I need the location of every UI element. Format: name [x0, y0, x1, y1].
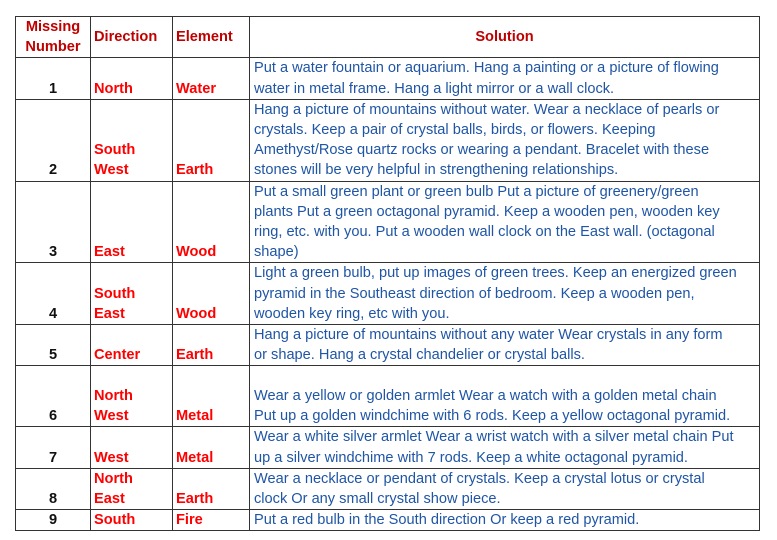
- element-cell: Wood: [173, 181, 250, 263]
- solution-cell: Hang a picture of mountains without any water Wear crystals in any form or shape. Hang a crystal chandelier or crystal balls.: [250, 325, 760, 366]
- table-row: [16, 58, 760, 99]
- element-cell: Metal: [173, 366, 250, 427]
- direction-cell: West: [91, 427, 173, 468]
- direction-cell: South: [91, 510, 173, 531]
- missing-number-cell: 6: [16, 366, 91, 427]
- table-row: [16, 510, 760, 531]
- header-element: Element: [173, 17, 250, 58]
- vastu-remedies-table: [15, 16, 760, 531]
- direction-cell: North West: [91, 366, 173, 427]
- element-cell: Metal: [173, 427, 250, 468]
- solution-cell: Wear a yellow or golden armlet Wear a watch with a golden metal chain Put up a golden windchime with 6 rods. Keep a yellow octagonal pyramid.: [250, 366, 760, 427]
- direction-cell: South West: [91, 99, 173, 181]
- direction-cell: South East: [91, 263, 173, 325]
- table-row: [16, 366, 760, 427]
- missing-number-cell: 8: [16, 468, 91, 509]
- element-cell: Earth: [173, 99, 250, 181]
- direction-cell: North: [91, 58, 173, 99]
- solution-cell: Light a green bulb, put up images of green trees. Keep an energized green pyramid in the Southeast direction of bedroom. Keep a wooden pen, wooden key ring, etc with you.: [250, 263, 760, 325]
- header-row: [16, 17, 760, 58]
- missing-number-cell: 1: [16, 58, 91, 99]
- header-missing-number: Missing Number: [16, 17, 91, 58]
- header-solution: Solution: [250, 17, 760, 58]
- missing-number-cell: 7: [16, 427, 91, 468]
- direction-cell: East: [91, 181, 173, 263]
- direction-cell: Center: [91, 325, 173, 366]
- solution-cell: Put a water fountain or aquarium. Hang a painting or a picture of flowing water in metal frame. Hang a light mirror or a wall clock.: [250, 58, 760, 99]
- element-cell: Wood: [173, 263, 250, 325]
- element-cell: Earth: [173, 325, 250, 366]
- missing-number-cell: 9: [16, 510, 91, 531]
- element-cell: Fire: [173, 510, 250, 531]
- solution-cell: Put a red bulb in the South direction Or keep a red pyramid.: [250, 510, 760, 531]
- solution-cell: Wear a necklace or pendant of crystals. Keep a crystal lotus or crystal clock Or any small crystal show piece.: [250, 468, 760, 509]
- table-row: [16, 468, 760, 509]
- missing-number-cell: 3: [16, 181, 91, 263]
- solution-cell: Put a small green plant or green bulb Put a picture of greenery/green plants Put a green octagonal pyramid. Keep a wooden pen, wooden key ring, etc. with you. Put a wooden wall clock on the East wall. (octagonal shape): [250, 181, 760, 263]
- missing-number-cell: 2: [16, 99, 91, 181]
- table-row: [16, 263, 760, 325]
- missing-number-cell: 5: [16, 325, 91, 366]
- table-row: [16, 325, 760, 366]
- table-row: [16, 99, 760, 181]
- element-cell: Water: [173, 58, 250, 99]
- direction-cell: North East: [91, 468, 173, 509]
- solution-cell: Wear a white silver armlet Wear a wrist watch with a silver metal chain Put up a silver windchime with 7 rods. Keep a white octagonal pyramid.: [250, 427, 760, 468]
- table-row: [16, 427, 760, 468]
- header-direction: Direction: [91, 17, 173, 58]
- table-row: [16, 181, 760, 263]
- element-cell: Earth: [173, 468, 250, 509]
- solution-cell: Hang a picture of mountains without water. Wear a necklace of pearls or crystals. Keep a pair of crystal balls, birds, or flowers. Keeping Amethyst/Rose quartz rocks or wearing a pendant. Bracelet with these stones will be very helpful in strengthening relationships.: [250, 99, 760, 181]
- missing-number-cell: 4: [16, 263, 91, 325]
